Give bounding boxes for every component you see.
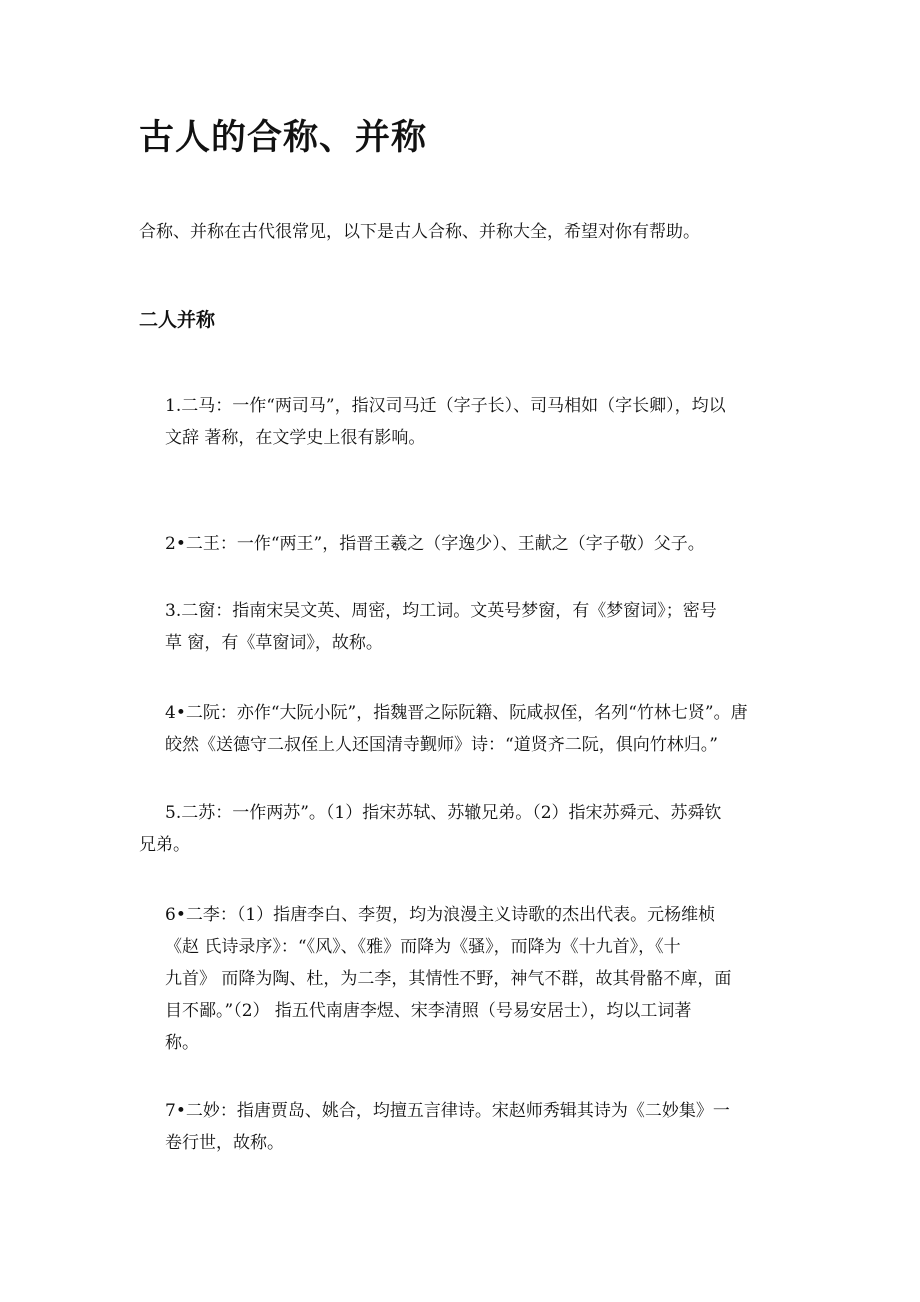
entry-er-su bbox=[139, 797, 722, 861]
entry-er-ruan bbox=[165, 697, 748, 761]
entry-line: 4•二阮：亦作“大阮小阮”，指魏晋之际阮籍、阮咸叔侄，名列“竹林七贤”。唐 bbox=[165, 703, 748, 723]
entry-line: 兄弟。 bbox=[139, 835, 190, 855]
page-title: 古人的合称、并称 bbox=[139, 117, 428, 158]
entry-line: 3.二窗：指南宋吴文英、周密，均工词。文英号梦窗，有《梦窗词》；密号 bbox=[165, 601, 717, 621]
intro-paragraph: 合称、并称在古代很常见，以下是古人合称、并称大全，希望对你有帮助。 bbox=[139, 222, 700, 242]
entry-er-chuang bbox=[165, 595, 717, 659]
entry-line: 卷行世，故称。 bbox=[165, 1133, 284, 1153]
entry-line: 目不鄙。”（2） 指五代南唐李煜、宋李清照（号易安居士），均以工词著 bbox=[165, 1001, 692, 1021]
entry-line: 皎然《送德守二叔侄上人还国清寺觐师》诗：“道贤齐二阮，俱向竹林归。” bbox=[165, 735, 718, 755]
entry-line: 《赵 氏诗录序》：“《风》、《雅》而降为《骚》，而降为《十九首》，《十 bbox=[165, 937, 681, 957]
entry-line: 5.二苏：一作两苏”。（1）指宋苏轼、苏辙兄弟。（2）指宋苏舜元、苏舜钦 bbox=[165, 803, 722, 823]
entry-er-miao bbox=[165, 1095, 730, 1159]
entry-line: 7•二妙：指唐贾岛、姚合，均擅五言律诗。宋赵师秀辑其诗为《二妙集》一 bbox=[165, 1101, 730, 1121]
entry-line: 九首》 而降为陶、杜，为二李，其情性不野，神气不群，故其骨骼不庳，面 bbox=[165, 969, 732, 989]
entry-er-ma bbox=[165, 390, 726, 454]
entry-er-wang bbox=[165, 528, 705, 560]
entry-line: 文辞 著称，在文学史上很有影响。 bbox=[165, 428, 426, 448]
entry-er-li bbox=[165, 899, 731, 1059]
entry-line: 6•二李：（1）指唐李白、李贺，均为浪漫主义诗歌的杰出代表。元杨维桢 bbox=[165, 905, 716, 925]
entry-line: 1.二马：一作“两司马”，指汉司马迁（字子长）、司马相如（字长卿），均以 bbox=[165, 396, 726, 416]
entry-line: 称。 bbox=[165, 1033, 199, 1053]
section-heading: 二人并称 bbox=[139, 309, 216, 331]
entry-line: 2•二王：一作“两王”，指晋王羲之（字逸少）、王献之（字子敬）父子。 bbox=[165, 534, 705, 554]
entry-line: 草 窗，有《草窗词》，故称。 bbox=[165, 633, 383, 653]
